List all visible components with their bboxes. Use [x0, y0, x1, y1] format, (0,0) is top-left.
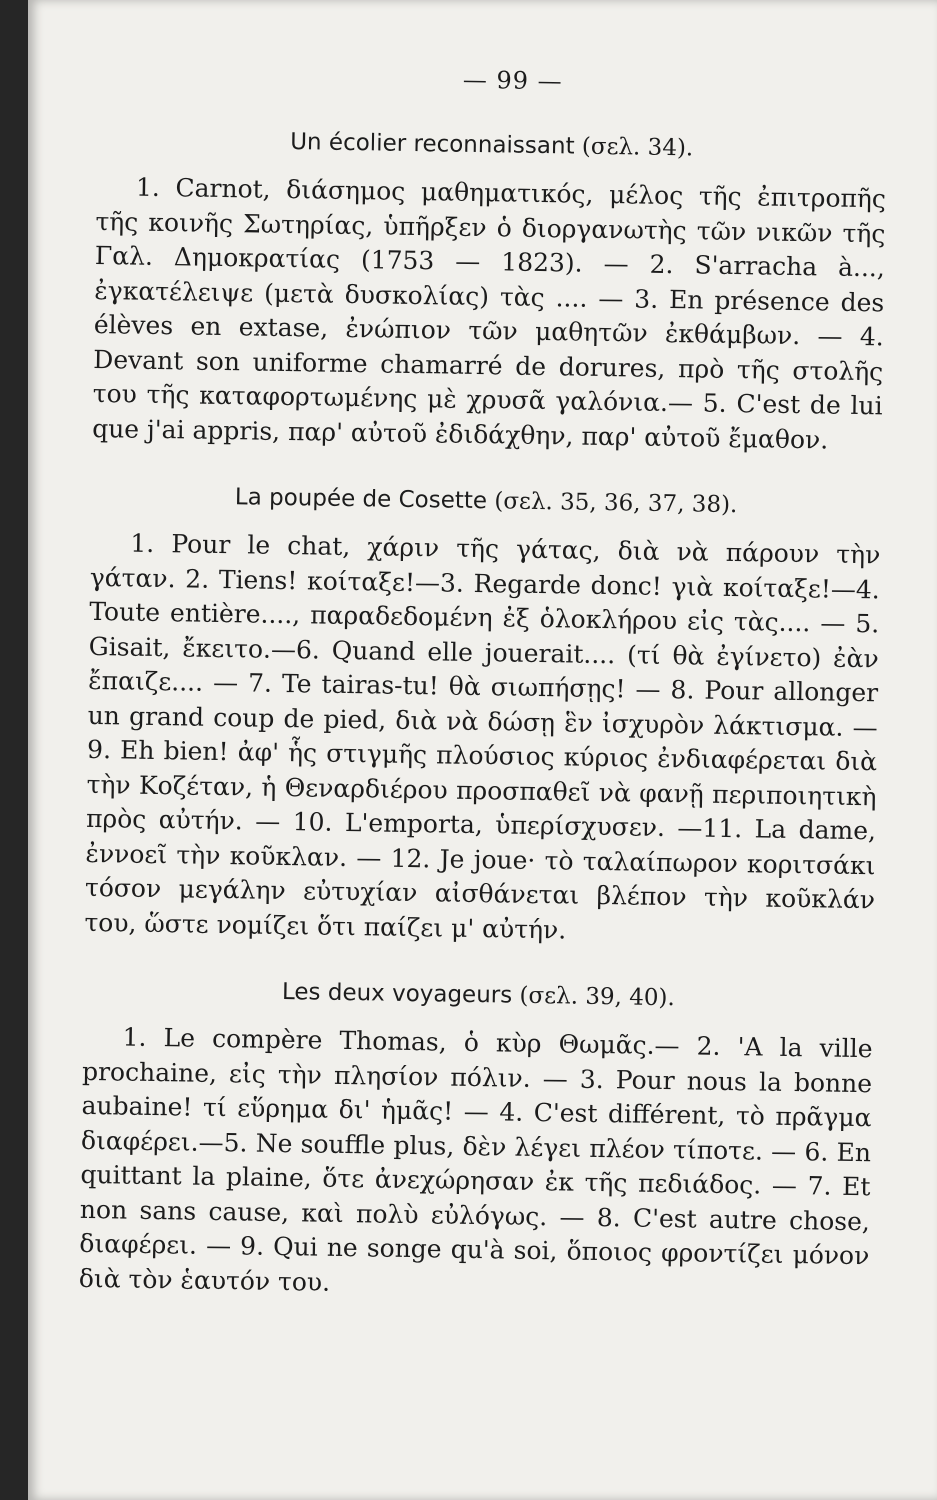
section-title — [83, 976, 873, 1014]
section-page-ref: (σελ. 35, 36, 37, 38). — [494, 488, 738, 519]
section-title-text: Un écolier reconnaissant — [289, 129, 575, 160]
book-page — [28, 0, 937, 1500]
section-title-text: La poupée de Cosette — [234, 484, 488, 515]
section-page-ref: (σελ. 39, 40). — [519, 982, 675, 1012]
section-body: 1. Le compère Thomas, ὁ κὺρ Θωμᾶς.— 2. 'A la ville prochaine, εἰς τὴν πλησίον πόλιν. — 3. Pour nous la bonne aubaine! τί εὕρημα δι' ἡμᾶς! — 4. C'est différent, τὸ πρᾶγμα διαφέρει.—5. Ne souffle plus, δὲν λέγει πλέον τίποτε. — 6. En quittant la plaine, ὅτε ἀνεχώρησαν ἐκ τῆς πεδιάδος. — 7. Et non sans cause, καὶ πολὺ εὐλόγως. — 8. C'est autre chose, διαφέρει. — 9. Qui ne songe qu'à soi, ὅποιος φροντίζει μόνον διὰ τὸν ἑαυτόν του. — [78, 1022, 873, 1297]
page-content — [78, 60, 888, 1344]
section-ecolier — [92, 126, 887, 458]
section-title-text: Les deux voyageurs — [281, 979, 513, 1009]
section-title — [97, 126, 887, 164]
section-body: 1. Pour le chat, χάριν τῆς γάτας, διὰ νὰ πάρουν τὴν γάταν. 2. Tiens! κοίταξε!—3. Regarde donc! γιὰ κοίταξε!—4. Toute entière...., παραδεδομένη ἐξ ὁλοκλήρου εἰς τὰς.... — 5. Gisait, ἔκειτο.—6. Quand elle jouerait.... (τί θὰ ἐγίνετο) ἐὰν ἔπαιζε.... — 7. Te tairas-tu! θὰ σιωπήσῃς! — 8. Pour allonger un grand coup de pied, διὰ νὰ δώσῃ ἓν ἰσχυρὸν λάκτισμα. — 9. Eh bien! ἀφ' ἧς στιγμῆς πλούσιος κύριος ἐνδιαφέρεται διὰ τὴν Κοζέταν, ἡ Θεναρδιέρου προσπαθεῖ νὰ φανῇ περιποιητικὴ πρὸς αὐτήν. — 10. L'emporta, ὑπερίσχυσεν. —11. La dame, ἐννοεῖ τὴν κοῦκλαν. — 12. Je joue· τὸ ταλαίπωρον κοριτσάκι τόσον μεγάλην εὐτυχίαν αἰσθάνεται βλέπον τὴν κοῦκλάν του, ὥστε νομίζει ὅτι παίζει μ' αὐτήν. — [84, 528, 881, 944]
section-body: 1. Carnot, διάσημος μαθηματικός, μέλος τῆς ἐπιτροπῆς τῆς κοινῆς Σωτηρίας, ὑπῆρξεν ὁ διοργανωτὴς τῶν νικῶν τῆς Γαλ. Δημοκρατίας (1753 — 1823). — 2. S'arracha à..., ἐγκατέλειψε (μετὰ δυσκολίας) τὰς .... — 3. En présence des élèves en extase, ἐνώπιον τῶν μαθητῶν ἐκθάμβων. — 4. Devant son uniforme chamarré de dorures, πρὸ τῆς στολῆς του τῆς καταφορτωμένης μὲ χρυσᾶ γαλόνια.— 5. C'est de lui que j'ai appris, παρ' αὐτοῦ ἐδιδάχθην, παρ' αὐτοῦ ἔμαθον. — [91, 172, 887, 455]
section-voyageurs — [79, 976, 874, 1308]
section-title — [91, 482, 881, 520]
section-page-ref: (σελ. 34). — [581, 133, 694, 162]
section-poupee — [84, 482, 881, 952]
page-number: — 99 — — [462, 65, 563, 96]
